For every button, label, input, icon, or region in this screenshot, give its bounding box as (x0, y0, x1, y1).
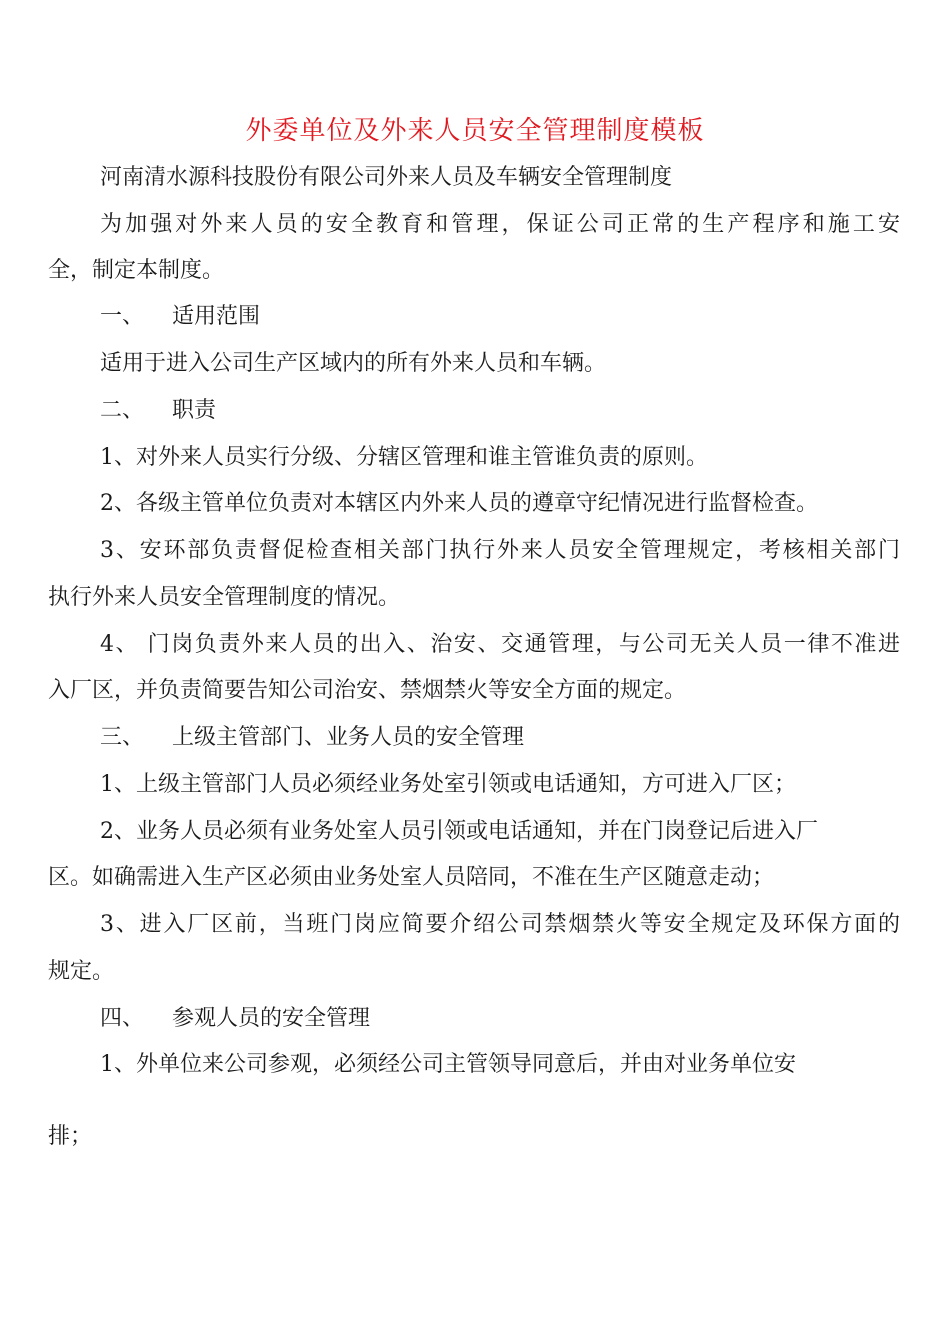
list-item-continuation: 排； (48, 1124, 93, 1149)
intro-line-1: 为加强对外来人员的安全教育和管理，保证公司正常的生产程序和施工安 (100, 212, 900, 237)
list-item: 1、对外来人员实行分级、分辖区管理和谁主管谁负责的原则。 (100, 445, 708, 470)
section-number: 一、 (100, 304, 145, 329)
section-title: 职责 (172, 398, 217, 423)
list-item: 1、上级主管部门人员必须经业务处室引领或电话通知，方可进入厂区； (100, 772, 796, 797)
section-heading (100, 302, 260, 332)
section-number: 三、 (100, 725, 145, 750)
list-item: 1、外单位来公司参观，必须经公司主管领导同意后，并由对业务单位安 (100, 1052, 796, 1077)
intro-line-2: 全，制定本制度。 (48, 258, 225, 283)
list-item-continuation: 规定。 (48, 959, 115, 984)
list-item: 4、 门岗负责外来人员的出入、治安、交通管理，与公司无关人员一律不准进 (100, 632, 900, 657)
section-heading (100, 1004, 370, 1034)
list-item: 2、业务人员必须有业务处室人员引领或电话通知，并在门岗登记后进入厂 (100, 819, 818, 844)
section-heading (100, 723, 524, 753)
section-number: 四、 (100, 1006, 145, 1031)
list-item-continuation: 入厂区，并负责简要告知公司治安、禁烟禁火等安全方面的规定。 (48, 678, 687, 703)
list-item: 2、各级主管单位负责对本辖区内外来人员的遵章守纪情况进行监督检查。 (100, 491, 818, 516)
section-number: 二、 (100, 398, 145, 423)
list-item: 3、进入厂区前，当班门岗应简要介绍公司禁烟禁火等安全规定及环保方面的 (100, 912, 900, 937)
section-heading (100, 396, 216, 426)
document-title: 外委单位及外来人员安全管理制度模板 (245, 116, 705, 146)
list-item: 3、安环部负责督促检查相关部门执行外来人员安全管理规定，考核相关部门 (100, 538, 900, 563)
subtitle: 河南清水源科技股份有限公司外来人员及车辆安全管理制度 (100, 165, 673, 190)
section-title: 上级主管部门、业务人员的安全管理 (172, 725, 525, 750)
paragraph-line: 适用于进入公司生产区域内的所有外来人员和车辆。 (100, 351, 607, 376)
list-item-continuation: 执行外来人员安全管理制度的情况。 (48, 585, 401, 610)
section-title: 参观人员的安全管理 (172, 1006, 371, 1031)
list-item-continuation: 区。如确需进入生产区必须由业务处室人员陪同，不准在生产区随意走动； (48, 865, 775, 890)
section-title: 适用范围 (172, 304, 261, 329)
